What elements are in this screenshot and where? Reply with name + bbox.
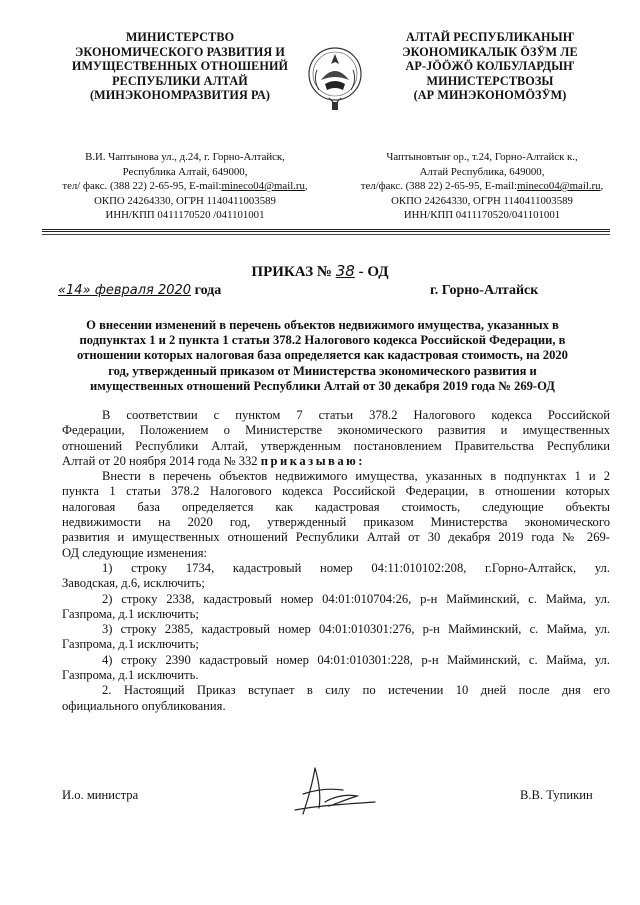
contact-label: тел/факс. (388 22) 2-65-95, E-mail: <box>360 180 518 192</box>
body-line: Федерации, Положением о Министерстве экономического развития и имущественных <box>62 423 610 438</box>
order-date <box>58 283 221 299</box>
handwritten-date: «14» февраля 2020 <box>58 283 192 298</box>
header-right-line: МИНИСТЕРСТВОЗЫ <box>426 73 554 88</box>
subject-line: подпунктах 1 и 2 пункта 1 статьи 378.2 Налогового кодекса Российской Федерации, в <box>79 333 566 348</box>
address-block-russian <box>40 150 330 223</box>
address-block-altai <box>332 150 632 223</box>
body-line: недвижимости на 2020 год, утвержденный приказом Министерства экономического <box>62 515 610 530</box>
header-left-line: ИМУЩЕСТВЕННЫХ ОТНОШЕНИЙ <box>71 59 289 73</box>
body-line: развития и имущественных отношений Республики Алтай от 30 декабря 2019 года № 269- <box>62 530 610 545</box>
order-subject <box>50 318 595 394</box>
header-right-line: ЭКОНОМИКАЛЫК ÖЗӰМ ЛЕ <box>402 44 578 59</box>
header-left-line: (МИНЭКОНОМРАЗВИТИЯ РА) <box>89 88 271 102</box>
punctuation: , <box>600 180 604 192</box>
contact-line <box>332 179 632 194</box>
header-left-line: МИНИСТЕРСТВО <box>125 30 235 44</box>
registry-codes: ОКПО 24264330, ОГРН 1140411003589 <box>94 194 276 207</box>
list-item-line: Заводская, д.6, исключить; <box>62 576 205 591</box>
subject-line: имущественных отношений Республики Алтай от 30 декабря 2019 года № 269-ОД <box>90 378 555 393</box>
subject-line: О внесении изменений в перечень объектов недвижимого имущества, указанных в <box>86 318 559 332</box>
body-line: официального опубликования. <box>62 698 226 713</box>
ministry-name-altai <box>370 30 610 103</box>
order-number: 38 <box>335 262 355 280</box>
address-line: Алтай Республика, 649000, <box>419 165 545 178</box>
header-left-line: ЭКОНОМИЧЕСКОГО РАЗВИТИЯ И <box>75 44 285 59</box>
body-line: ОД следующие изменения: <box>62 545 207 560</box>
contact-label: тел/ факс. (388 22) 2-65-95, E-mail: <box>62 180 222 192</box>
list-item <box>62 653 610 684</box>
body-line: налоговая база определяется как кадастровая стоимость, следующие объекты <box>62 499 610 514</box>
signatory-role: И.о. министра <box>62 788 139 802</box>
header-divider-thin <box>42 234 610 235</box>
header-right-line: (АР МИНЭКОНОМÖЗӰМ) <box>413 88 567 102</box>
punctuation: , <box>304 180 308 192</box>
email-link[interactable]: mineco04@mail.ru <box>517 180 601 192</box>
body-text: Алтай от 20 ноября 2014 года № 332 <box>62 453 261 468</box>
list-item-line: Газпрома, д.1 исключить. <box>62 668 199 683</box>
signatory-name: В.В. Тупикин <box>520 788 593 802</box>
tax-ids: ИНН/КПП 0411170520 /041101001 <box>105 209 265 221</box>
handwritten-signature <box>285 760 380 820</box>
registry-codes: ОКПО 24264330, ОГРН 1140411003589 <box>391 194 573 207</box>
header-right-line: АЛТАЙ РЕСПУБЛИКАНЫҤ <box>405 30 575 44</box>
address-line: В.И. Чаптынова ул., д.24, г. Горно-Алтайск, <box>85 151 285 163</box>
header-divider-double <box>42 229 610 232</box>
preamble-paragraph <box>62 408 610 469</box>
list-item-line: 1) строку 1734, кадастровый номер 04:11:010102:208, г.Горно-Алтайск, ул. <box>102 560 610 575</box>
address-line: Чаптыновтыҥ ор., т.24, Горно-Алтайск к., <box>386 151 578 163</box>
list-item-line: 4) строку 2390 кадастровый номер 04:01:010301:228, р-н Майминский, с. Майма, ул. <box>102 652 610 667</box>
body-line: отношений Республики Алтай, утвержденным постановлением Правительства Республики <box>62 438 610 453</box>
list-item-line: Газпрома, д.1 исключить; <box>62 606 199 621</box>
subject-line: год, утвержденный приказом от Министерства экономического развития и <box>108 363 537 378</box>
order-suffix: - ОД <box>354 264 389 280</box>
contact-line <box>40 179 330 194</box>
list-item-line: Газпрома, д.1 исключить; <box>62 637 199 652</box>
tax-ids: ИНН/КПП 0411170520/041101001 <box>403 209 561 221</box>
body-line: Внести в перечень объектов недвижимого имущества, указанных в подпунктах 1 и 2 <box>102 469 610 484</box>
order-directive: приказываю: <box>260 453 365 468</box>
order-city: г. Горно-Алтайск <box>430 283 539 298</box>
body-line <box>62 454 610 469</box>
subject-line: отношении которых налоговая база определяется как кадастровая стоимость, на 2020 <box>77 348 568 363</box>
header-left-line: РЕСПУБЛИКИ АЛТАЙ <box>112 73 248 88</box>
list-item-line: 3) строку 2385, кадастровый номер 04:01:010301:276, р-н Майминский, с. Майма, ул. <box>102 622 610 637</box>
body-line: пункта 1 статьи 378.2 Налогового кодекса Российской Федерации, в отношении которых <box>62 484 610 499</box>
email-link[interactable]: mineco04@mail.ru <box>221 180 305 192</box>
list-item-line: 2) строку 2338, кадастровый номер 04:01:010704:26, р-н Майминский, с. Майма, ул. <box>102 591 610 606</box>
list-item <box>62 592 610 623</box>
list-item <box>62 622 610 653</box>
body-line: 2. Настоящий Приказ вступает в силу по истечении 10 дней после дня его <box>102 683 610 698</box>
list-item <box>62 561 610 592</box>
coat-of-arms-emblem <box>305 40 365 114</box>
ministry-name-russian <box>55 30 305 103</box>
order-body <box>62 408 610 714</box>
header-right-line: АР-JÖÖЖÖ КОЛБУЛАРДЫҤ <box>405 59 575 73</box>
changes-paragraph <box>62 469 610 561</box>
address-line: Республика Алтай, 649000, <box>122 165 248 178</box>
effective-date-paragraph <box>62 683 610 714</box>
date-suffix: года <box>191 283 222 298</box>
order-title <box>0 262 640 281</box>
body-line: В соответствии с пунктом 7 статьи 378.2 Налогового кодекса Российской <box>102 408 610 422</box>
order-title-label: ПРИКАЗ № <box>251 264 332 280</box>
